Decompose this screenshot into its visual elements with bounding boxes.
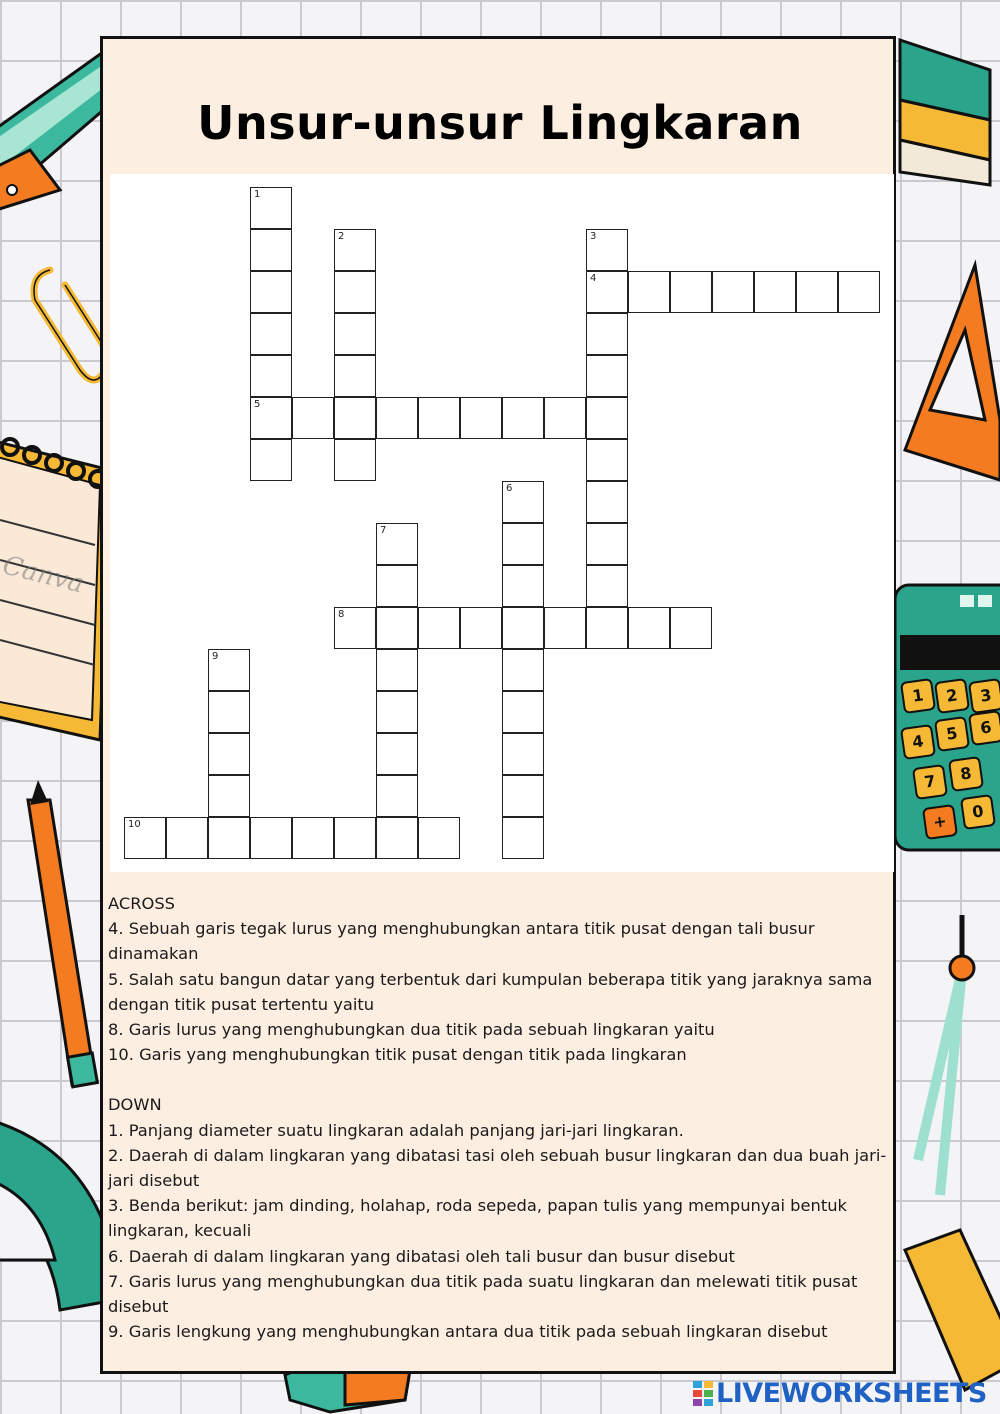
letter-input[interactable] <box>251 356 291 396</box>
letter-input[interactable] <box>503 818 543 858</box>
letter-input[interactable] <box>251 398 291 438</box>
crossword-cell[interactable] <box>250 313 292 355</box>
calculator-key: 6 <box>968 710 1000 746</box>
letter-input[interactable] <box>503 566 543 606</box>
liveworksheets-logo-icon <box>692 1379 716 1407</box>
letter-input[interactable] <box>377 692 417 732</box>
crossword-cell[interactable] <box>418 817 460 859</box>
crossword-cell[interactable] <box>586 607 628 649</box>
crossword-cell[interactable] <box>502 817 544 859</box>
crossword-cell[interactable] <box>334 313 376 355</box>
letter-input[interactable] <box>671 272 711 312</box>
crossword-cell[interactable] <box>586 397 628 439</box>
crossword-cell[interactable] <box>334 229 376 271</box>
letter-input[interactable] <box>503 608 543 648</box>
letter-input[interactable] <box>461 608 501 648</box>
crossword-cell[interactable] <box>586 523 628 565</box>
crossword-cell[interactable] <box>208 691 250 733</box>
across-clue-8: 8. Garis lurus yang menghubungkan dua titik pada sebuah lingkaran yaitu <box>108 1020 715 1040</box>
clues-section <box>108 891 888 1344</box>
letter-input[interactable] <box>461 398 501 438</box>
crossword-cell[interactable] <box>754 271 796 313</box>
down-heading: DOWN <box>108 1095 162 1115</box>
across-clue-10: 10. Garis yang menghubungkan titik pusat dengan titik pada lingkaran <box>108 1045 687 1065</box>
letter-input[interactable] <box>713 272 753 312</box>
crossword-cell[interactable] <box>208 817 250 859</box>
crossword-cell[interactable] <box>586 481 628 523</box>
crossword-cell[interactable] <box>502 523 544 565</box>
crossword-cell[interactable] <box>502 481 544 523</box>
letter-input[interactable] <box>251 188 291 228</box>
letter-input[interactable] <box>335 314 375 354</box>
crossword-cell[interactable] <box>292 817 334 859</box>
crossword-cell[interactable] <box>544 607 586 649</box>
down-clue-9: 9. Garis lengkung yang menghubungkan antara dua titik pada sebuah lingkaran disebut <box>108 1322 828 1342</box>
letter-input[interactable] <box>503 524 543 564</box>
crossword-cell[interactable] <box>334 439 376 481</box>
clue-number: 9 <box>212 651 219 662</box>
crossword-cell[interactable] <box>586 271 628 313</box>
letter-input[interactable] <box>545 608 585 648</box>
crossword-cell[interactable] <box>670 271 712 313</box>
across-clue-5: 5. Salah satu bangun datar yang terbentuk dari kumpulan beberapa titik yang jaraknya sama dengan titik pusat tertentu yaitu <box>108 969 873 1014</box>
crossword-grid <box>110 174 894 872</box>
letter-input[interactable] <box>377 566 417 606</box>
crossword-cell[interactable] <box>250 229 292 271</box>
crossword-cell[interactable] <box>418 607 460 649</box>
clue-number: 6 <box>506 483 513 494</box>
calculator-key: 8 <box>948 756 984 792</box>
crossword-cell[interactable] <box>376 397 418 439</box>
letter-input[interactable] <box>419 608 459 648</box>
letter-input[interactable] <box>503 734 543 774</box>
letter-input[interactable] <box>209 776 249 816</box>
triangle-ruler-icon <box>905 265 1000 480</box>
crossword-cell[interactable] <box>376 523 418 565</box>
down-clue-3: 3. Benda berikut: jam dinding, holahap, roda sepeda, papan tulis yang mempunyai bentuk lingkaran, kecuali <box>108 1196 847 1241</box>
letter-input[interactable] <box>377 818 417 858</box>
compass-icon <box>918 915 974 1195</box>
letter-input[interactable] <box>335 440 375 480</box>
calculator-key: 5 <box>934 716 970 752</box>
crossword-cell[interactable] <box>250 271 292 313</box>
watermark-left: Canva <box>0 550 87 600</box>
crossword-cell[interactable] <box>670 607 712 649</box>
crossword-cell[interactable] <box>334 271 376 313</box>
clue-number: 7 <box>380 525 387 536</box>
letter-input[interactable] <box>755 272 795 312</box>
letter-input[interactable] <box>377 776 417 816</box>
letter-input[interactable] <box>335 818 375 858</box>
crossword-cell[interactable] <box>376 607 418 649</box>
letter-input[interactable] <box>251 230 291 270</box>
crossword-cell[interactable] <box>586 439 628 481</box>
calculator-key: 2 <box>934 678 970 714</box>
ruler-icon <box>905 1230 1000 1390</box>
letter-input[interactable] <box>587 272 627 312</box>
crossword-cell[interactable] <box>334 355 376 397</box>
crossword-cell[interactable] <box>208 775 250 817</box>
letter-input[interactable] <box>419 398 459 438</box>
crossword-cell[interactable] <box>208 649 250 691</box>
crossword-cell[interactable] <box>376 565 418 607</box>
letter-input[interactable] <box>209 692 249 732</box>
calculator-key: + <box>922 804 958 840</box>
letter-input[interactable] <box>587 482 627 522</box>
letter-input[interactable] <box>251 818 291 858</box>
letter-input[interactable] <box>545 398 585 438</box>
calculator-key: 1 <box>900 678 936 714</box>
pencil-icon <box>28 780 97 1087</box>
crossword-cell[interactable] <box>586 313 628 355</box>
letter-input[interactable] <box>125 818 165 858</box>
crossword-cell[interactable] <box>376 817 418 859</box>
crossword-cell[interactable] <box>166 817 208 859</box>
letter-input[interactable] <box>335 356 375 396</box>
crossword-cell[interactable] <box>838 271 880 313</box>
crossword-cell[interactable] <box>124 817 166 859</box>
crossword-cell[interactable] <box>250 397 292 439</box>
letter-input[interactable] <box>587 398 627 438</box>
crossword-cell[interactable] <box>376 649 418 691</box>
page-title: Unsur-unsur Lingkaran <box>197 96 803 150</box>
letter-input[interactable] <box>377 524 417 564</box>
letter-input[interactable] <box>335 272 375 312</box>
liveworksheets-logo[interactable] <box>692 1376 987 1410</box>
calculator-key: 4 <box>900 724 936 760</box>
down-clue-6: 6. Daerah di dalam lingkaran yang dibatasi oleh tali busur dan busur disebut <box>108 1246 735 1266</box>
letter-input[interactable] <box>587 230 627 270</box>
across-clue-4: 4. Sebuah garis tegak lurus yang menghubungkan antara titik pusat dengan tali busur dinamakan <box>108 919 815 964</box>
letter-input[interactable] <box>335 608 375 648</box>
crossword-cell[interactable] <box>586 355 628 397</box>
crossword-cell[interactable] <box>502 649 544 691</box>
protractor-icon <box>0 1120 115 1310</box>
crossword-cell[interactable] <box>250 187 292 229</box>
calculator-key: 0 <box>960 794 996 830</box>
crossword-cell[interactable] <box>334 607 376 649</box>
crossword-cell[interactable] <box>502 733 544 775</box>
letter-input[interactable] <box>251 440 291 480</box>
clue-number: 2 <box>338 231 345 242</box>
letter-input[interactable] <box>251 314 291 354</box>
letter-input[interactable] <box>293 818 333 858</box>
letter-input[interactable] <box>839 272 879 312</box>
crossword-cell[interactable] <box>250 439 292 481</box>
letter-input[interactable] <box>209 818 249 858</box>
letter-input[interactable] <box>797 272 837 312</box>
letter-input[interactable] <box>587 608 627 648</box>
crossword-cell[interactable] <box>586 565 628 607</box>
letter-input[interactable] <box>293 398 333 438</box>
clue-number: 1 <box>254 189 261 200</box>
crossword-cell[interactable] <box>292 397 334 439</box>
down-clue-7: 7. Garis lurus yang menghubungkan dua titik pada suatu lingkaran dan melewati titik pusat disebut <box>108 1271 858 1317</box>
letter-input[interactable] <box>587 314 627 354</box>
letter-input[interactable] <box>419 818 459 858</box>
letter-input[interactable] <box>503 776 543 816</box>
letter-input[interactable] <box>209 734 249 774</box>
clue-number: 3 <box>590 231 597 242</box>
letter-input[interactable] <box>503 398 543 438</box>
letter-input[interactable] <box>671 608 711 648</box>
calculator-key: 7 <box>912 764 948 800</box>
crossword-cell[interactable] <box>712 271 754 313</box>
clue-number: 8 <box>338 609 345 620</box>
clue-number: 10 <box>128 819 141 830</box>
crossword-cell[interactable] <box>460 607 502 649</box>
letter-input[interactable] <box>587 440 627 480</box>
letter-input[interactable] <box>251 272 291 312</box>
crossword-cell[interactable] <box>628 271 670 313</box>
across-heading: ACROSS <box>108 894 176 913</box>
letter-input[interactable] <box>377 398 417 438</box>
letter-input[interactable] <box>377 734 417 774</box>
crossword-cell[interactable] <box>502 691 544 733</box>
liveworksheets-logo-text: LIVEWORKSHEETS <box>716 1377 987 1409</box>
letter-input[interactable] <box>167 818 207 858</box>
crossword-cell[interactable] <box>502 607 544 649</box>
calculator-key: 3 <box>968 678 1000 714</box>
letter-input[interactable] <box>587 356 627 396</box>
crossword-cell[interactable] <box>376 691 418 733</box>
crossword-cell[interactable] <box>586 229 628 271</box>
paperclip-icon <box>34 270 107 380</box>
crossword-cell[interactable] <box>250 355 292 397</box>
letter-input[interactable] <box>335 230 375 270</box>
letter-input[interactable] <box>503 482 543 522</box>
letter-input[interactable] <box>629 272 669 312</box>
letter-input[interactable] <box>587 524 627 564</box>
crossword-cell[interactable] <box>502 775 544 817</box>
crossword-cell[interactable] <box>544 397 586 439</box>
letter-input[interactable] <box>209 650 249 690</box>
clue-number: 5 <box>254 399 261 410</box>
crossword-cell[interactable] <box>334 817 376 859</box>
letter-input[interactable] <box>629 608 669 648</box>
down-clue-2: 2. Daerah di dalam lingkaran yang dibatasi tasi oleh sebuah busur lingkaran dan dua buah jari- jari disebut <box>108 1145 887 1191</box>
crossword-cell[interactable] <box>418 397 460 439</box>
crossword-cell[interactable] <box>502 397 544 439</box>
crossword-cell[interactable] <box>250 817 292 859</box>
letter-input[interactable] <box>377 650 417 690</box>
crossword-cell[interactable] <box>628 607 670 649</box>
letter-input[interactable] <box>335 398 375 438</box>
letter-input[interactable] <box>503 692 543 732</box>
crossword-cell[interactable] <box>334 397 376 439</box>
crossword-cell[interactable] <box>502 565 544 607</box>
letter-input[interactable] <box>377 608 417 648</box>
letter-input[interactable] <box>503 650 543 690</box>
letter-input[interactable] <box>587 566 627 606</box>
crossword-cell[interactable] <box>208 733 250 775</box>
crossword-cell[interactable] <box>376 733 418 775</box>
down-clue-1: 1. Panjang diameter suatu lingkaran adalah panjang jari-jari lingkaran. <box>108 1120 684 1140</box>
clue-number: 4 <box>590 273 597 284</box>
crossword-cell[interactable] <box>796 271 838 313</box>
crossword-cell[interactable] <box>460 397 502 439</box>
crossword-cell[interactable] <box>376 775 418 817</box>
